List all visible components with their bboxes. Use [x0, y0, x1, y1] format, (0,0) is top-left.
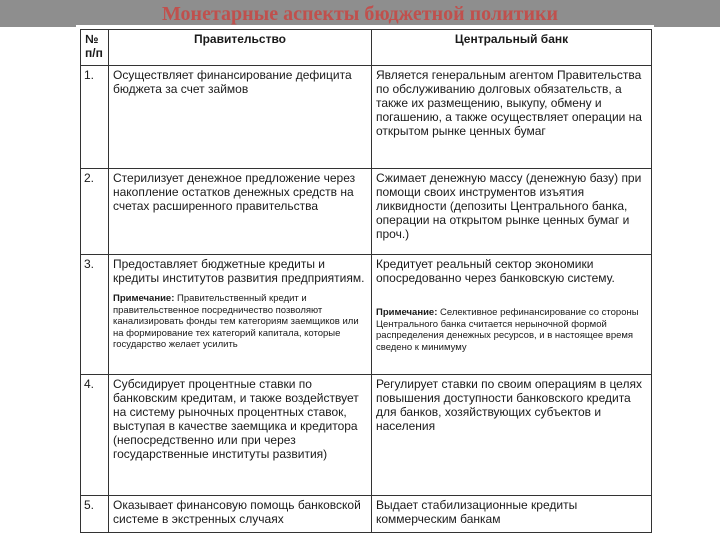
central-bank-cell: Выдает стабилизационные кредиты коммерческим банкам [372, 496, 652, 533]
government-cell: Оказывает финансовую помощь банковской системе в экстренных случаях [109, 496, 372, 533]
header-num: № п/п [81, 30, 109, 66]
row-num: 4. [81, 375, 109, 496]
row-num: 1. [81, 66, 109, 169]
central-bank-note [376, 307, 647, 353]
table-row [81, 255, 652, 375]
central-bank-cell: Сжимает денежную массу (денежную базу) при помощи своих инструментов изъятия ликвидности (депозиты Центрального банка, операции на открытом рынке ценных бумаг и проч.) [372, 169, 652, 255]
header-government: Правительство [109, 30, 372, 66]
note-label: Примечание: [376, 307, 438, 318]
central-bank-cell: Является генеральным агентом Правительства по обслуживанию долговых обязательств, а также их размещению, выкупу, обмену и погашению, а также осуществляет операции на открытом рынке ценных бумаг [372, 66, 652, 169]
table-row [81, 375, 652, 496]
note-label: Примечание: [113, 293, 175, 304]
row-num: 2. [81, 169, 109, 255]
government-text: Предоставляет бюджетные кредиты и кредиты институтов развития предприятиям. [113, 257, 365, 285]
comparison-table [80, 29, 652, 533]
government-cell [109, 255, 372, 375]
header-central-bank: Центральный банк [372, 30, 652, 66]
row-num: 3. [81, 255, 109, 375]
government-cell: Осуществляет финансирование дефицита бюджета за счет займов [109, 66, 372, 169]
government-cell: Субсидирует процентные ставки по банковским кредитам, и также воздействует на систему рыночных процентных ставок, выступая в качестве заемщика и кредитора (непосредственно или при через государственные институты развития) [109, 375, 372, 496]
table-row [81, 496, 652, 533]
central-bank-cell [372, 255, 652, 375]
table-row [81, 169, 652, 255]
row-num: 5. [81, 496, 109, 533]
government-note [113, 293, 367, 351]
header-row [81, 30, 652, 66]
central-bank-text: Кредитует реальный сектор экономики опосредованно через банковскую систему. [376, 257, 615, 285]
table-row [81, 66, 652, 169]
central-bank-cell: Регулирует ставки по своим операциям в целях повышения доступности банковского кредита для банков, хозяйствующих субъектов и населения [372, 375, 652, 496]
government-cell: Стерилизует денежное предложение через накопление остатков денежных средств на счетах расширенного правительства [109, 169, 372, 255]
note-text: Селективное рефинансирование со стороны Центрального банка считается нерыночной формой распределения денежных ресурсов, и в настоящее время сведено к минимуму [376, 307, 639, 353]
slide-title: Монетарные аспекты бюджетной политики [161, 3, 559, 25]
note-text: Правительственный кредит и правительственное посредничество позволяют канализировать фонды тем категориям заемщиков или на формирование тех категорий капитала, которые государство желает усилить [113, 293, 359, 350]
